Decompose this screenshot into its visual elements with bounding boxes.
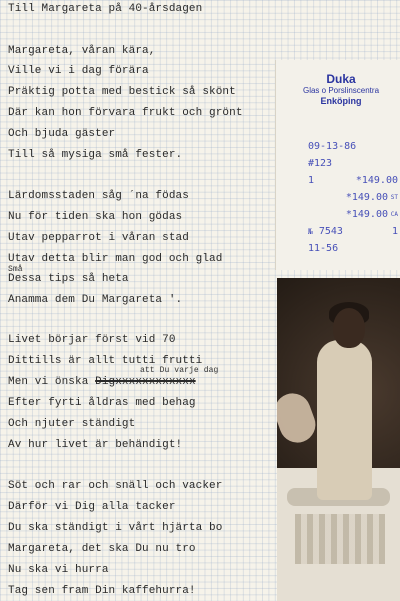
poem-line: Nu ska vi hurra <box>8 564 109 576</box>
receipt-time: 11-56 <box>308 243 339 254</box>
poem-line-with-strike <box>8 376 196 388</box>
poem-line: Därför vi Dig alla tacker <box>8 501 176 513</box>
poem-line: Av hur livet är behändigt! <box>8 439 183 451</box>
poem-line: Söt och rar och snäll och vacker <box>8 480 223 492</box>
receipt-row <box>308 172 398 189</box>
poem-line: Du ska ständigt i vårt hjärta bo <box>8 522 223 534</box>
receipt-qty: 1 <box>308 175 315 186</box>
poem-title: Till Margareta på 40-årsdagen <box>8 3 203 15</box>
poem-line: Präktig potta med bestick så skönt <box>8 86 236 98</box>
handwritten-insert: Små <box>8 265 23 274</box>
poem-line: Efter fyrti åldras med behag <box>8 397 196 409</box>
poem-line: Nu för tiden ska hon gödas <box>8 211 183 223</box>
receipt-no-suffix: 1 <box>391 226 398 237</box>
poem-line: Där kan hon förvara frukt och grönt <box>8 107 243 119</box>
receipt-amount: *149.00 <box>345 209 388 220</box>
photo-glasses <box>295 514 385 564</box>
handwritten-insert: att Du varje dag <box>140 366 219 375</box>
poem-line: Ville vi i dag förära <box>8 65 149 77</box>
poem-line: Utav pepparrot i våran stad <box>8 232 189 244</box>
receipt-amount: *149.00 <box>355 175 398 186</box>
poem-line: Tag sen fram Din kaffehurra! <box>8 585 196 597</box>
receipt-amount-suffix: CA <box>390 211 398 218</box>
poem-line-text: Men vi önska <box>8 376 96 388</box>
receipt-amount: *149.00 <box>345 192 388 203</box>
photo-person-head <box>333 308 365 348</box>
struck-text: Digxxxxxxxxxxxx <box>95 376 196 388</box>
poem-line: Utav detta blir man god och glad <box>8 253 223 265</box>
receipt-no: 7543 <box>318 226 343 237</box>
receipt-number: #123 <box>308 158 333 169</box>
receipt-row <box>308 206 398 223</box>
receipt-date: 09-13-86 <box>308 141 357 152</box>
poem-line: Dittills är allt tutti frutti <box>8 355 203 367</box>
poem-line: Lärdomsstaden såg ´na födas <box>8 190 189 202</box>
receipt-subtitle: Glas o Porslinscentra <box>302 86 380 95</box>
poem-line: Livet börjar först vid 70 <box>8 334 176 346</box>
poem <box>8 0 270 601</box>
photo-person-shirt <box>317 340 372 500</box>
poem-line: Dessa tips så heta <box>8 273 129 285</box>
receipt-amount-suffix: ST <box>390 194 398 201</box>
poem-line: Och bjuda gäster <box>8 128 116 140</box>
receipt-row <box>308 189 398 206</box>
poem-line: Margareta, våran kära, <box>8 45 156 57</box>
receipt-header <box>286 72 396 107</box>
poem-line: Margareta, det ska Du nu tro <box>8 543 196 555</box>
poem-line: Och njuter ständigt <box>8 418 136 430</box>
party-photo <box>277 278 400 601</box>
poem-line: Till så mysiga små fester. <box>8 149 183 161</box>
receipt-lines <box>308 138 398 257</box>
receipt-no-prefix: № <box>308 227 313 236</box>
receipt-city: Enköping <box>320 96 362 106</box>
receipt-brand: Duka <box>326 72 356 86</box>
receipt-row <box>308 223 398 240</box>
poem-line: Anamma dem Du Margareta '. <box>8 294 183 306</box>
receipt <box>275 60 400 270</box>
